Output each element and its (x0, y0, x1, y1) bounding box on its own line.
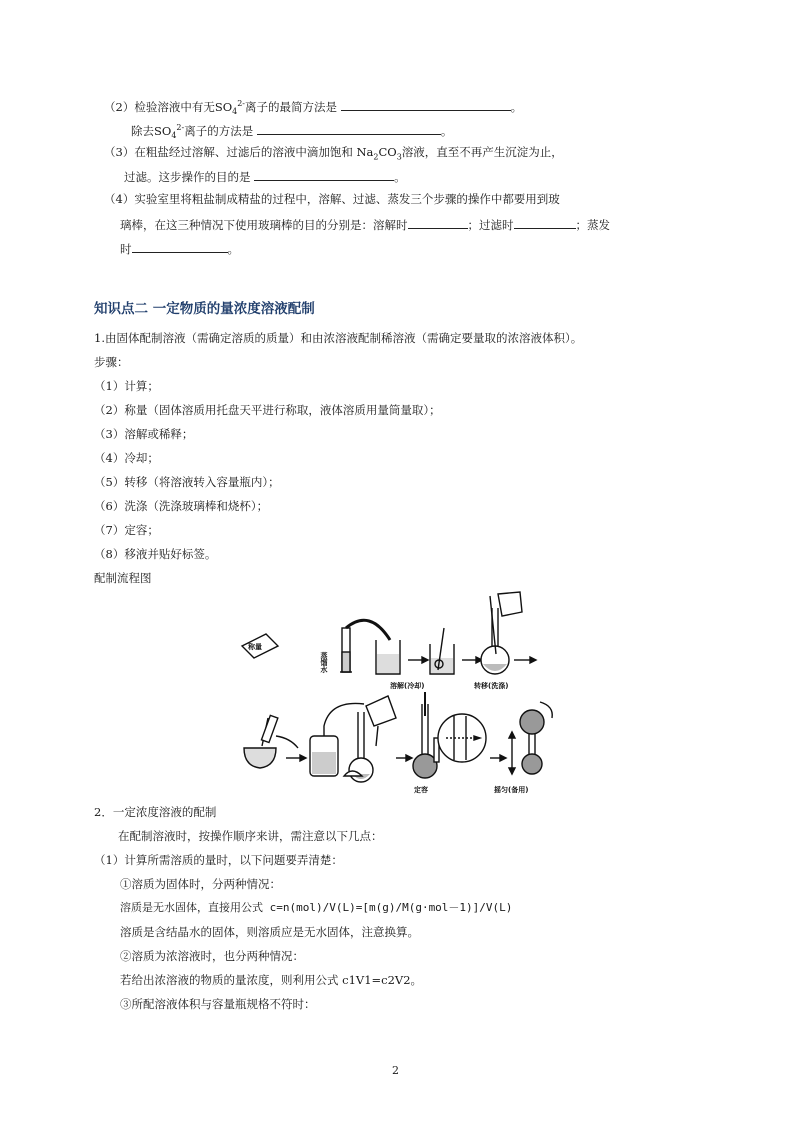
flow-label: 配制流程图 (94, 571, 152, 585)
page-number: 2 (392, 1064, 399, 1077)
text: 过滤。这步操作的目的是 (124, 170, 251, 184)
answer-blank[interactable] (514, 215, 576, 229)
steps-label: 步骤： (94, 355, 129, 369)
part2-para: 在配制溶液时，按操作顺序来讲，需注意以下几点： (118, 829, 383, 843)
salt-label: 称量 (248, 643, 262, 651)
text: CO (378, 145, 397, 159)
q2-line1 (104, 96, 522, 120)
part2-sub1: ①溶质为固体时，分两种情况： (120, 877, 281, 891)
step-item: （2）称量（固体溶质用托盘天平进行称取，液体溶质用量筒量取）； (94, 403, 441, 417)
text: 。 (394, 170, 406, 184)
step-item: （3）溶解或稀释； (94, 427, 194, 441)
part2-sub2a: 若给出浓溶液的物质的量浓度，则利用公式 c1V1=c2V2。 (120, 973, 423, 987)
text: ；过滤时 (467, 218, 514, 232)
text: 。 (440, 123, 453, 138)
subscript: 2 (373, 152, 379, 162)
text: ；蒸发 (575, 218, 610, 232)
part2-title: 2．一定浓度溶液的配制 (94, 805, 217, 819)
step-item: （7）定容； (94, 523, 159, 537)
step-item: （6）洗涤（洗涤玻璃棒和烧杯）； (94, 499, 269, 513)
step-item: （4）冷却； (94, 451, 159, 465)
weighing-paper (242, 634, 278, 658)
magnified-view (438, 714, 486, 762)
q3-line2 (124, 167, 406, 185)
hand-pouring (244, 715, 298, 768)
text: 。 (510, 99, 523, 114)
shake-arrow (509, 732, 515, 774)
preparation-flow-diagram (240, 588, 560, 796)
text: （2）检验溶液中有无SO (104, 99, 233, 114)
answer-blank[interactable] (254, 167, 394, 181)
step-item: （5）转移（将溶液转入容量瓶内）； (94, 475, 280, 489)
q4-line1: （4）实验室里将粗盐制成精盐的过程中，溶解、过滤、蒸发三个步骤的操作中都要用到玻 (104, 192, 560, 206)
text: 璃棒，在这三种情况下使用玻璃棒的目的分别是：溶解时 (120, 218, 408, 232)
intro-text: 1.由固体配制溶液（需确定溶质的质量）和由浓溶液配制稀溶液（需确定要量取的浓溶液体积）。 (94, 331, 583, 345)
dissolve-label: 溶解(冷却) (390, 682, 425, 690)
answer-blank[interactable] (341, 97, 511, 111)
text: 溶液，直至不再产生沉淀为止， (401, 145, 563, 159)
text: 离子的方法是 (184, 123, 254, 138)
text: 离子的最简方法是 (245, 99, 338, 114)
step-item: （1）计算； (94, 379, 159, 393)
q3-line1 (104, 144, 563, 165)
q4-line3 (120, 239, 239, 257)
shaking-flask (520, 702, 552, 774)
graduated-cylinder (340, 628, 352, 672)
step-item: （8）移液并贴好标签。 (94, 547, 217, 561)
text: 除去SO (131, 123, 172, 138)
part2-sub3: ③所配溶液体积与容量瓶规格不符时： (120, 997, 316, 1011)
pouring-beaker (366, 696, 396, 746)
q2-line2 (131, 120, 452, 144)
superscript: 2- (176, 123, 185, 132)
beaker-1 (376, 640, 400, 674)
part2-item1: （1）计算所需溶质的量时，以下问题要弄清楚： (94, 853, 343, 867)
text: 。 (227, 242, 239, 256)
subscript: 4 (171, 131, 177, 141)
text: 时 (120, 242, 132, 256)
subscript: 3 (396, 152, 402, 162)
subscript: 4 (232, 107, 238, 117)
volumetric-flask-1 (481, 592, 522, 674)
answer-blank[interactable] (132, 239, 228, 253)
volumetric-flask-3 (413, 692, 439, 778)
text: （3）在粗盐经过溶解、过滤后的溶液中滴加饱和 Na (104, 145, 374, 159)
part2-sub2: ②溶质为浓溶液时，也分两种情况： (120, 949, 304, 963)
q4-line2 (120, 215, 610, 233)
part2-sub1a: 溶质是无水固体，直接用公式 c=n(mol)/V(L)=[m(g)/M(g·mol－1)]/V(L) (120, 901, 513, 914)
fixvolume-label: 定容 (414, 786, 428, 794)
part2-sub1b: 溶质是含结晶水的固体，则溶质应是无水固体，注意换算。 (120, 925, 419, 939)
water-label: 蒸馏水 (320, 652, 328, 673)
transfer-label: 转移(洗涤) (474, 682, 509, 690)
shake-label: 摇匀(备用) (494, 786, 529, 794)
answer-blank[interactable] (408, 215, 468, 229)
beaker-2 (430, 628, 454, 674)
superscript: 2- (237, 99, 246, 108)
section-heading: 知识点二 一定物质的量浓度溶液配制 (94, 301, 315, 317)
answer-blank[interactable] (257, 121, 441, 135)
